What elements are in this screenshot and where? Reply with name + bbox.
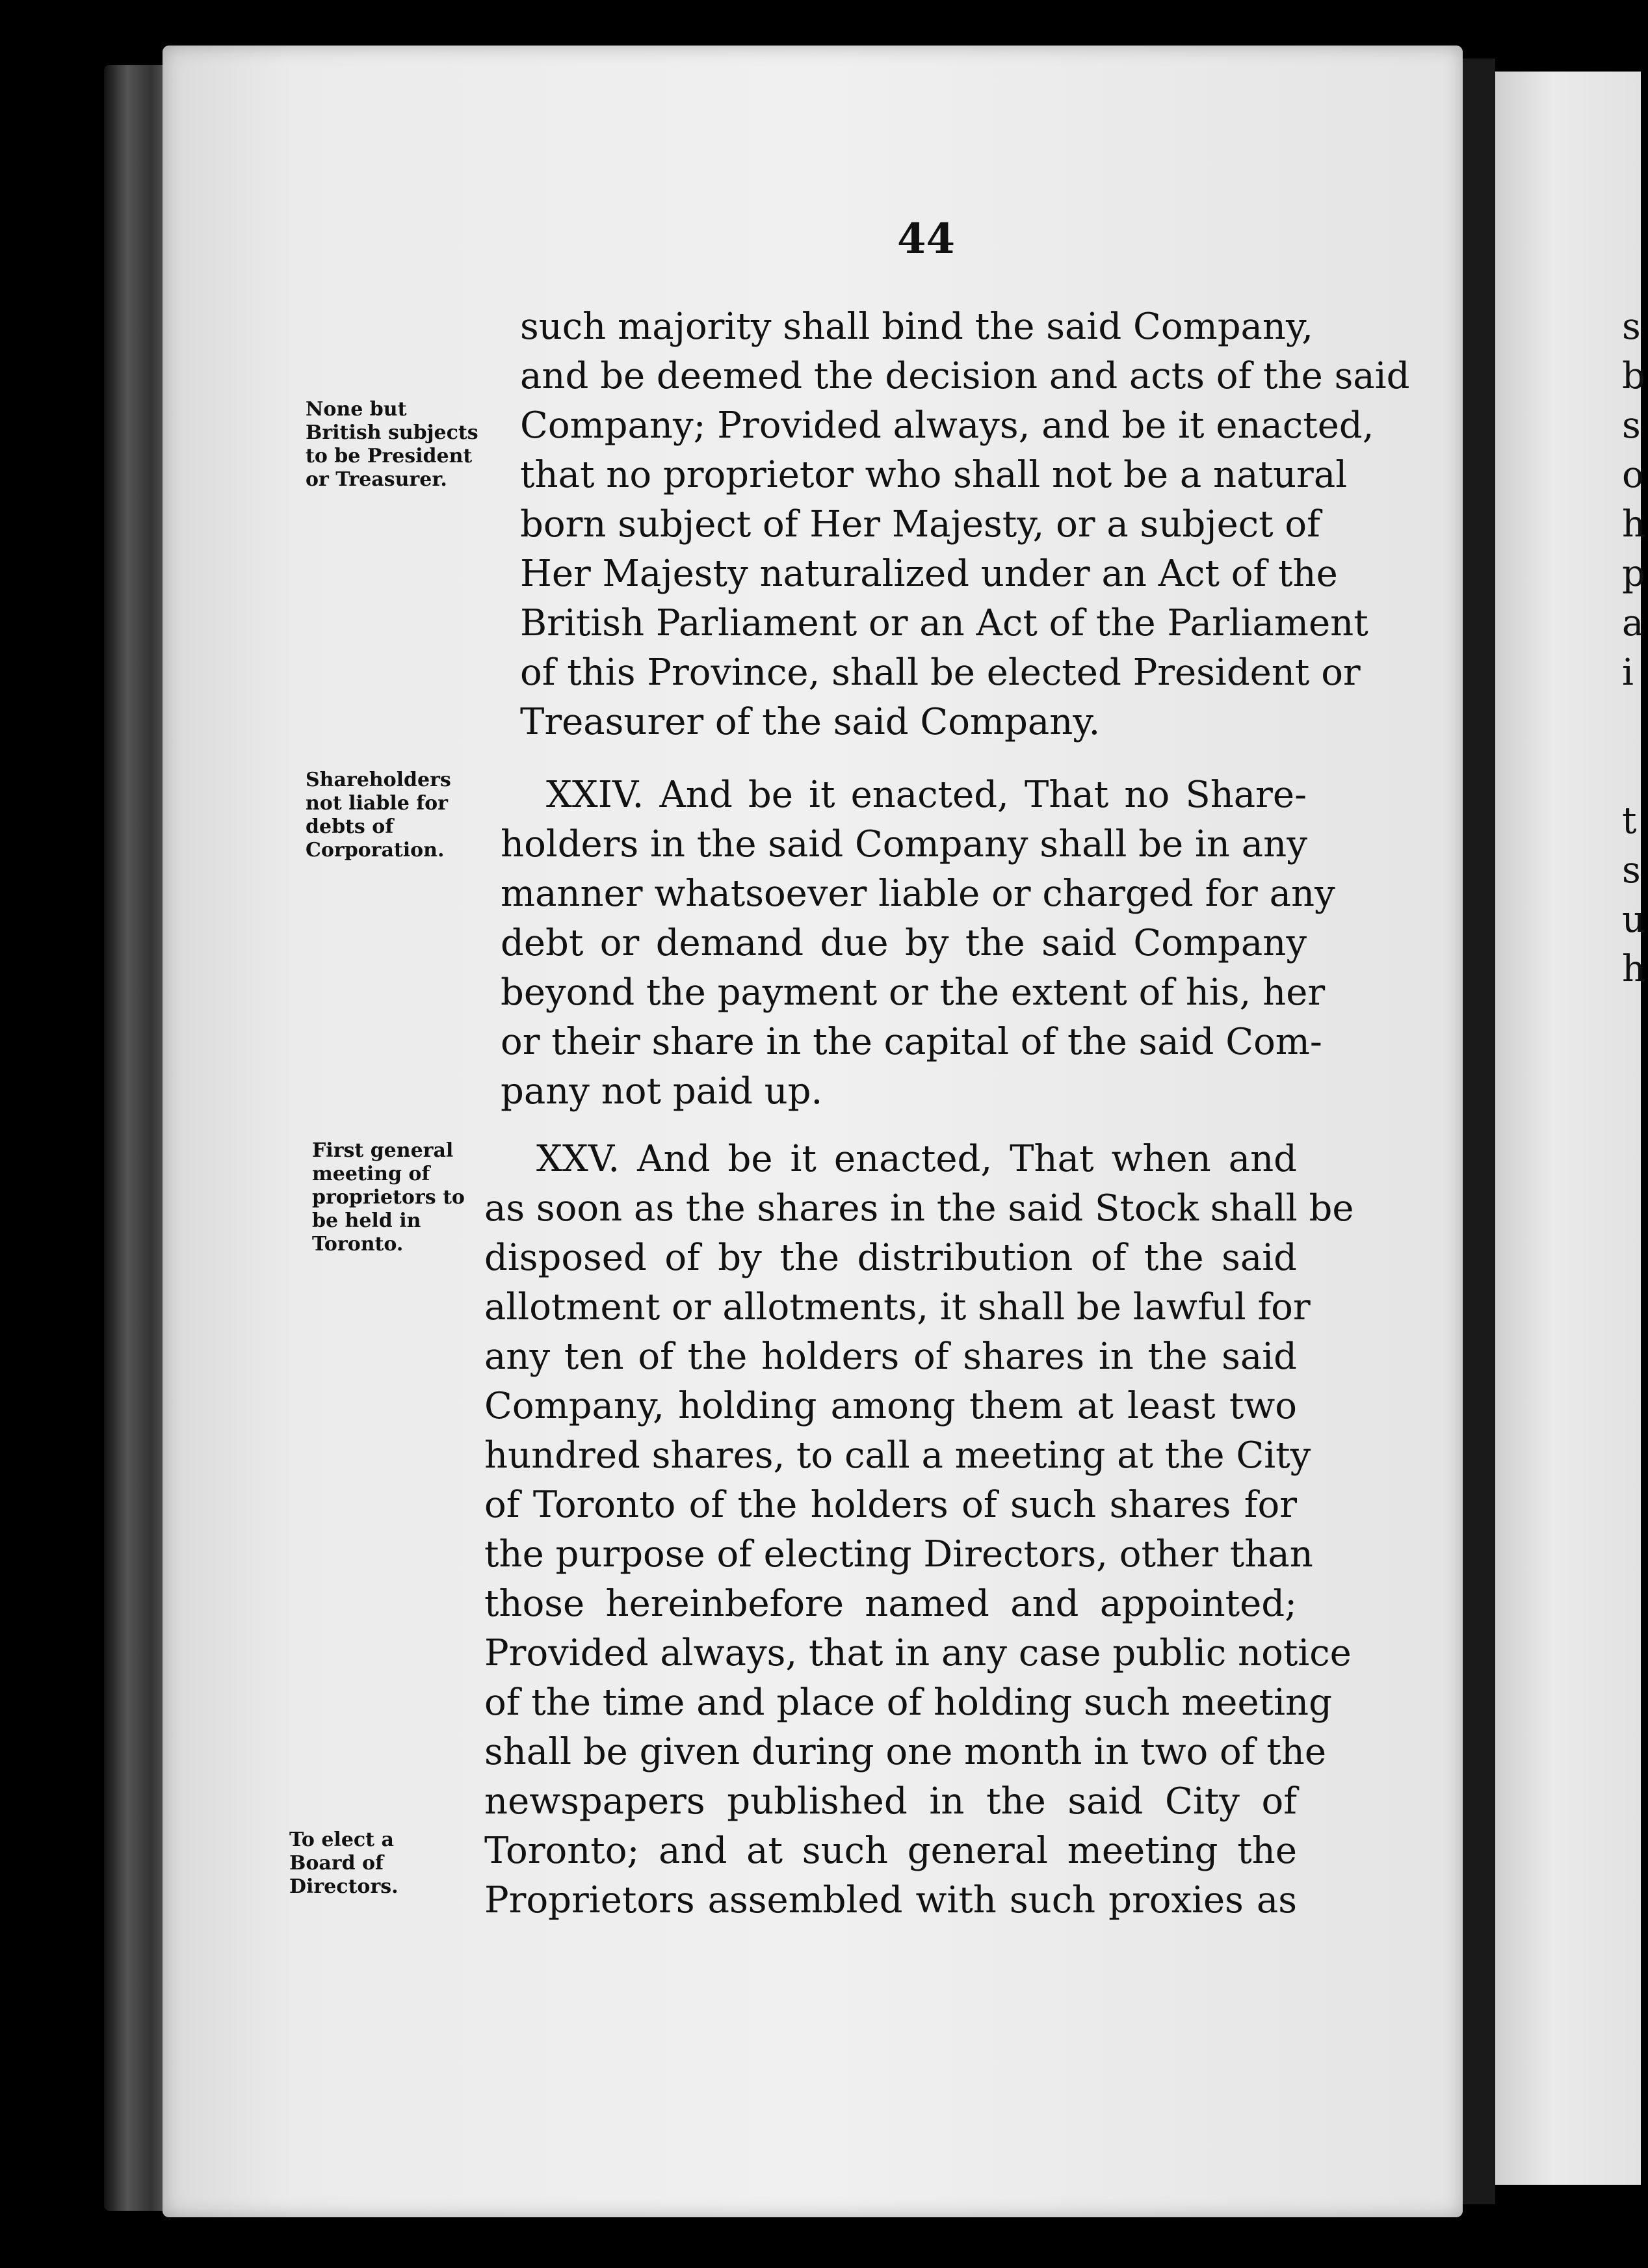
text-line: of the time and place of holding such meeting xyxy=(484,1681,1332,1724)
next-page-edge xyxy=(1495,72,1641,2185)
text-line: manner whatsoever liable or charged for any xyxy=(501,873,1335,915)
text-line: allotment or allotments, it shall be lawful for xyxy=(484,1286,1311,1328)
text-line: that no proprietor who shall not be a natural xyxy=(520,454,1348,496)
text-line: beyond the payment or the extent of his, her xyxy=(501,971,1326,1014)
next-page-letter: a xyxy=(1622,602,1644,644)
margin-note-first-meeting: First general meeting of proprietors to be held in Toronto. xyxy=(312,1139,465,1256)
text-line: hundred shares, to call a meeting at the City xyxy=(484,1434,1311,1477)
margin-note-elect-board: To elect a Board of Directors. xyxy=(289,1828,399,1898)
next-page-letter xyxy=(1622,747,1648,797)
text-line: British Parliament or an Act of the Parliament xyxy=(520,602,1368,644)
next-page-letter: s xyxy=(1622,404,1641,447)
paragraph-section-xxv xyxy=(484,1135,1354,1925)
next-page-letter: i xyxy=(1622,652,1634,694)
text-line: Company; Provided always, and be it enacted, xyxy=(520,404,1374,447)
text-line: and be deemed the decision and acts of the said xyxy=(520,355,1410,397)
text-line: the purpose of electing Directors, other than xyxy=(484,1533,1313,1576)
text-line: of Toronto of the holders of such shares for xyxy=(484,1484,1297,1526)
text-line: those hereinbefore named and appointed; xyxy=(484,1583,1297,1625)
text-line: XXIV. And be it enacted, That no Share- xyxy=(546,774,1307,816)
text-line: born subject of Her Majesty, or a subject of xyxy=(520,503,1320,546)
text-line: Toronto; and at such general meeting the xyxy=(484,1830,1297,1872)
next-page-letter xyxy=(1622,698,1648,747)
paragraph-section-xxiv xyxy=(501,771,1335,1116)
text-line: Proprietors assembled with such proxies as xyxy=(484,1879,1297,1921)
text-line: debt or demand due by the said Company xyxy=(501,922,1307,964)
margin-note-british-subjects: None but British subjects to be President or Treasurer. xyxy=(306,398,478,491)
next-page-fragment xyxy=(1622,302,1648,994)
next-page-letter: o xyxy=(1622,454,1644,496)
next-page-letter: h xyxy=(1622,948,1646,990)
next-page-letter: s xyxy=(1622,306,1641,348)
text-line: XXV. And be it enacted, That when and xyxy=(536,1138,1297,1180)
next-page-letter: s xyxy=(1622,849,1641,891)
paragraph-proviso xyxy=(520,302,1410,747)
margin-note-shareholders-liability: Shareholders not liable for debts of Corporation. xyxy=(306,769,451,862)
next-page-letter: h xyxy=(1622,503,1646,546)
text-line: or their share in the capital of the said Com- xyxy=(501,1021,1322,1063)
page-number: 44 xyxy=(897,215,956,263)
next-page-letter: p xyxy=(1622,553,1645,595)
text-line: disposed of by the distribution of the said xyxy=(484,1237,1297,1279)
text-line: any ten of the holders of shares in the said xyxy=(484,1336,1297,1378)
text-line: newspapers published in the said City of xyxy=(484,1780,1297,1823)
text-line: such majority shall bind the said Company, xyxy=(520,306,1313,348)
page-gutter xyxy=(1463,59,1495,2204)
text-line: of this Province, shall be elected President or xyxy=(520,652,1361,694)
text-line: Company, holding among them at least two xyxy=(484,1385,1297,1427)
text-line: Provided always, that in any case public notice xyxy=(484,1632,1352,1674)
text-line: as soon as the shares in the said Stock shall be xyxy=(484,1187,1354,1230)
text-line: pany not paid up. xyxy=(501,1070,823,1113)
text-line: holders in the said Company shall be in any xyxy=(501,823,1307,865)
text-line: shall be given during one month in two of the xyxy=(484,1731,1326,1773)
text-line: Treasurer of the said Company. xyxy=(520,701,1101,743)
next-page-letter: t xyxy=(1622,800,1637,842)
text-line: Her Majesty naturalized under an Act of the xyxy=(520,553,1338,595)
next-page-letter: b xyxy=(1622,355,1645,397)
next-page-letter: u xyxy=(1622,899,1646,941)
